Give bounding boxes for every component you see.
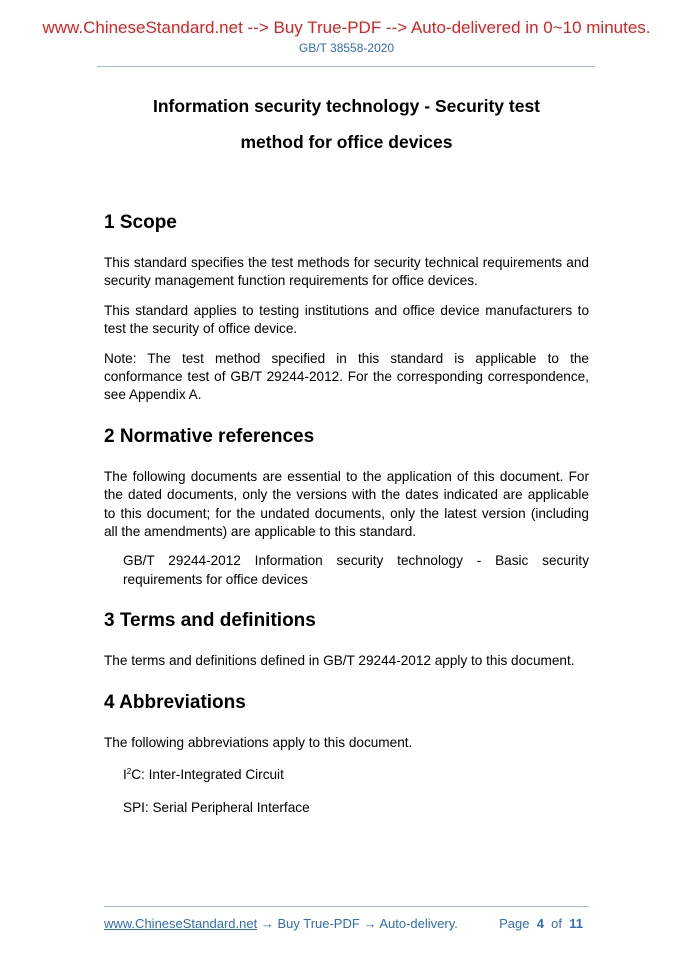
paragraph: The following abbreviations apply to this document. — [104, 734, 413, 750]
abbreviation-item: SPI: Serial Peripheral Interface — [123, 799, 310, 815]
section-heading: 2 Normative references — [104, 425, 315, 447]
footer-divider — [104, 906, 589, 907]
section-scope — [104, 210, 589, 405]
abbreviation-item — [123, 766, 589, 784]
reference-item: GB/T 29244-2012 Information security technology - Basic security requirements for office devices — [123, 553, 589, 587]
page-indicator — [499, 916, 583, 931]
abbreviation-base: I — [123, 767, 127, 783]
document-body — [104, 210, 589, 828]
section-heading: 3 Terms and definitions — [104, 610, 316, 632]
paragraph: This standard applies to testing institutions and office device manufacturers to test the security of office device. — [104, 302, 589, 337]
header-divider — [97, 66, 595, 67]
page-total: 11 — [569, 916, 583, 931]
section-heading: 1 Scope — [104, 212, 177, 233]
section-normative-references — [104, 424, 589, 589]
document-title — [104, 88, 589, 160]
page-label: Page — [499, 916, 530, 931]
abbreviation-superscript: 2 — [126, 767, 132, 777]
footer-buy-link[interactable]: Buy True-PDF — [277, 916, 360, 931]
paragraph: This standard specifies the test methods for security technical requirements and security management function requirements for office devices. — [104, 255, 589, 289]
footer-delivery-text: Auto-delivery. — [379, 916, 458, 931]
arrow-icon: → — [363, 916, 377, 931]
section-terms-definitions — [104, 608, 589, 670]
standard-code: GB/T 38558-2020 — [298, 41, 395, 55]
footer-site-link[interactable]: www.ChineseStandard.net — [104, 916, 258, 931]
abbreviation-rest: C: Inter-Integrated Circuit — [131, 767, 284, 783]
title-line-1: Information security technology - Security test — [152, 96, 541, 116]
of-label: of — [551, 916, 563, 931]
title-line-2: method for office devices — [240, 132, 453, 152]
footer — [104, 916, 589, 931]
paragraph: The terms and definitions defined in GB/T 29244-2012 apply to this document. — [104, 653, 575, 669]
paragraph: The following documents are essential to the application of this document. For the dated documents, only the versions with the dates indicated are applicable to this document; for the undated documents, only the latest version (including all the amendments) are applicable to this standard. — [104, 468, 589, 540]
note-paragraph: Note: The test method specified in this standard is applicable to the conformance test of GB/T 29244-2012. For the corresponding correspondence, see Appendix A. — [104, 350, 589, 403]
top-banner[interactable]: www.ChineseStandard.net --> Buy True-PDF --> Auto-delivered in 0~10 minutes. — [42, 18, 651, 37]
page-number: 4 — [536, 916, 544, 931]
arrow-icon: → — [260, 916, 274, 931]
section-heading: 4 Abbreviations — [104, 691, 246, 713]
section-abbreviations — [104, 690, 589, 817]
